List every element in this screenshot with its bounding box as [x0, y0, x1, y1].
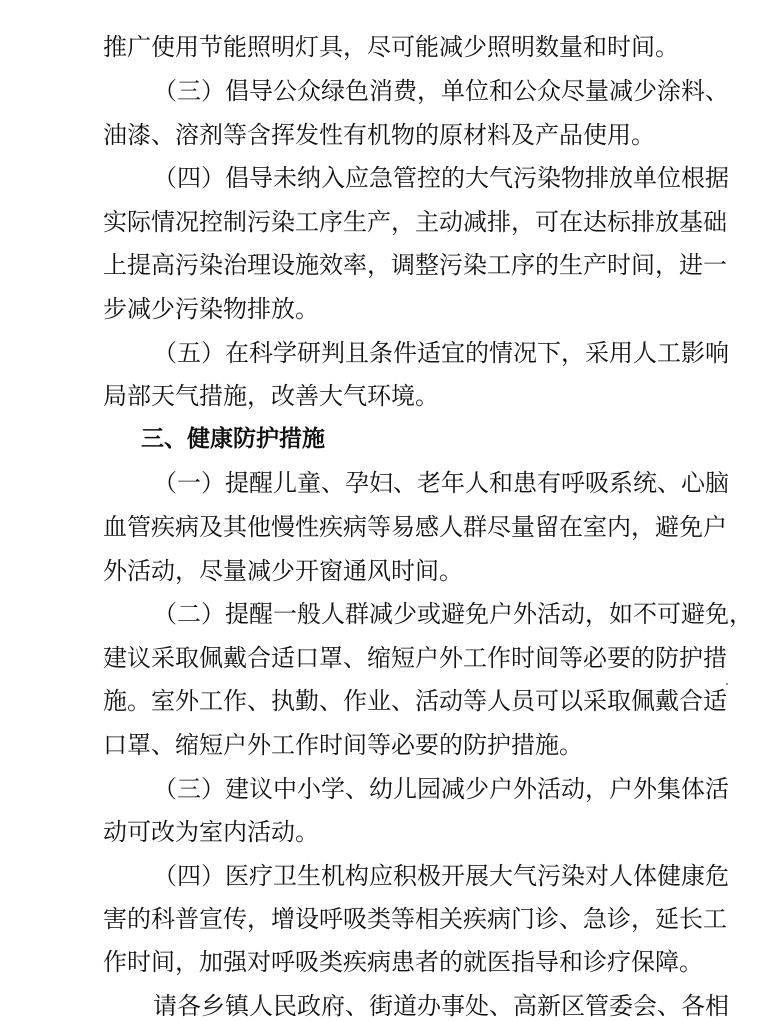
paragraph-line: （一）提醒儿童、孕妇、老年人和患有呼吸系统、心脑: [153, 469, 729, 497]
paragraph-line: （四）倡导未纳入应急管控的大气污染物排放单位根据: [153, 164, 729, 192]
paragraph-line: 请各乡镇人民政府、街道办事处、高新区管委会、各相: [153, 992, 729, 1020]
paragraph-line: 血管疾病及其他慢性疾病等易感人群尽量留在室内，避免户: [103, 513, 727, 541]
scan-speck: [726, 683, 728, 685]
paragraph-line: 害的科普宣传，增设呼吸类等相关疾病门诊、急诊，延长工: [103, 905, 727, 933]
paragraph-line: 步减少污染物排放。: [103, 295, 319, 323]
paragraph-line: 推广使用节能照明灯具，尽可能减少照明数量和时间。: [103, 33, 679, 61]
paragraph-line: （三）倡导公众绿色消费，单位和公众尽量减少涂料、: [153, 77, 729, 105]
paragraph-line: （四）医疗卫生机构应积极开展大气污染对人体健康危: [153, 862, 729, 890]
paragraph-line: 口罩、缩短户外工作时间等必要的防护措施。: [103, 731, 583, 759]
paragraph-line: （三）建议中小学、幼儿园减少户外活动，户外集体活: [153, 775, 729, 803]
paragraph-line: 局部天气措施，改善大气环境。: [103, 382, 439, 410]
paragraph-line: （二）提醒一般人群减少或避免户外活动，如不可避免，: [153, 600, 753, 628]
paragraph-line: 施。室外工作、执勤、作业、活动等人员可以采取佩戴合适: [103, 687, 727, 715]
paragraph-line: 动可改为室内活动。: [103, 818, 319, 846]
paragraph-line: 油漆、溶剂等含挥发性有机物的原材料及产品使用。: [103, 121, 655, 149]
paragraph-line: （五）在科学研判且条件适宜的情况下，采用人工影响: [153, 339, 729, 367]
section-heading: 三、健康防护措施: [141, 426, 325, 452]
paragraph-line: 上提高污染治理设施效率，调整污染工序的生产时间，进一: [103, 251, 727, 279]
paragraph-line: 实际情况控制污染工序生产，主动减排，可在达标排放基础: [103, 208, 727, 236]
paragraph-line: 外活动，尽量减少开窗通风时间。: [103, 557, 463, 585]
paragraph-line: 建议采取佩戴合适口罩、缩短户外工作时间等必要的防护措: [103, 644, 727, 672]
paragraph-line: 作时间，加强对呼吸类疾病患者的就医指导和诊疗保障。: [103, 948, 703, 976]
